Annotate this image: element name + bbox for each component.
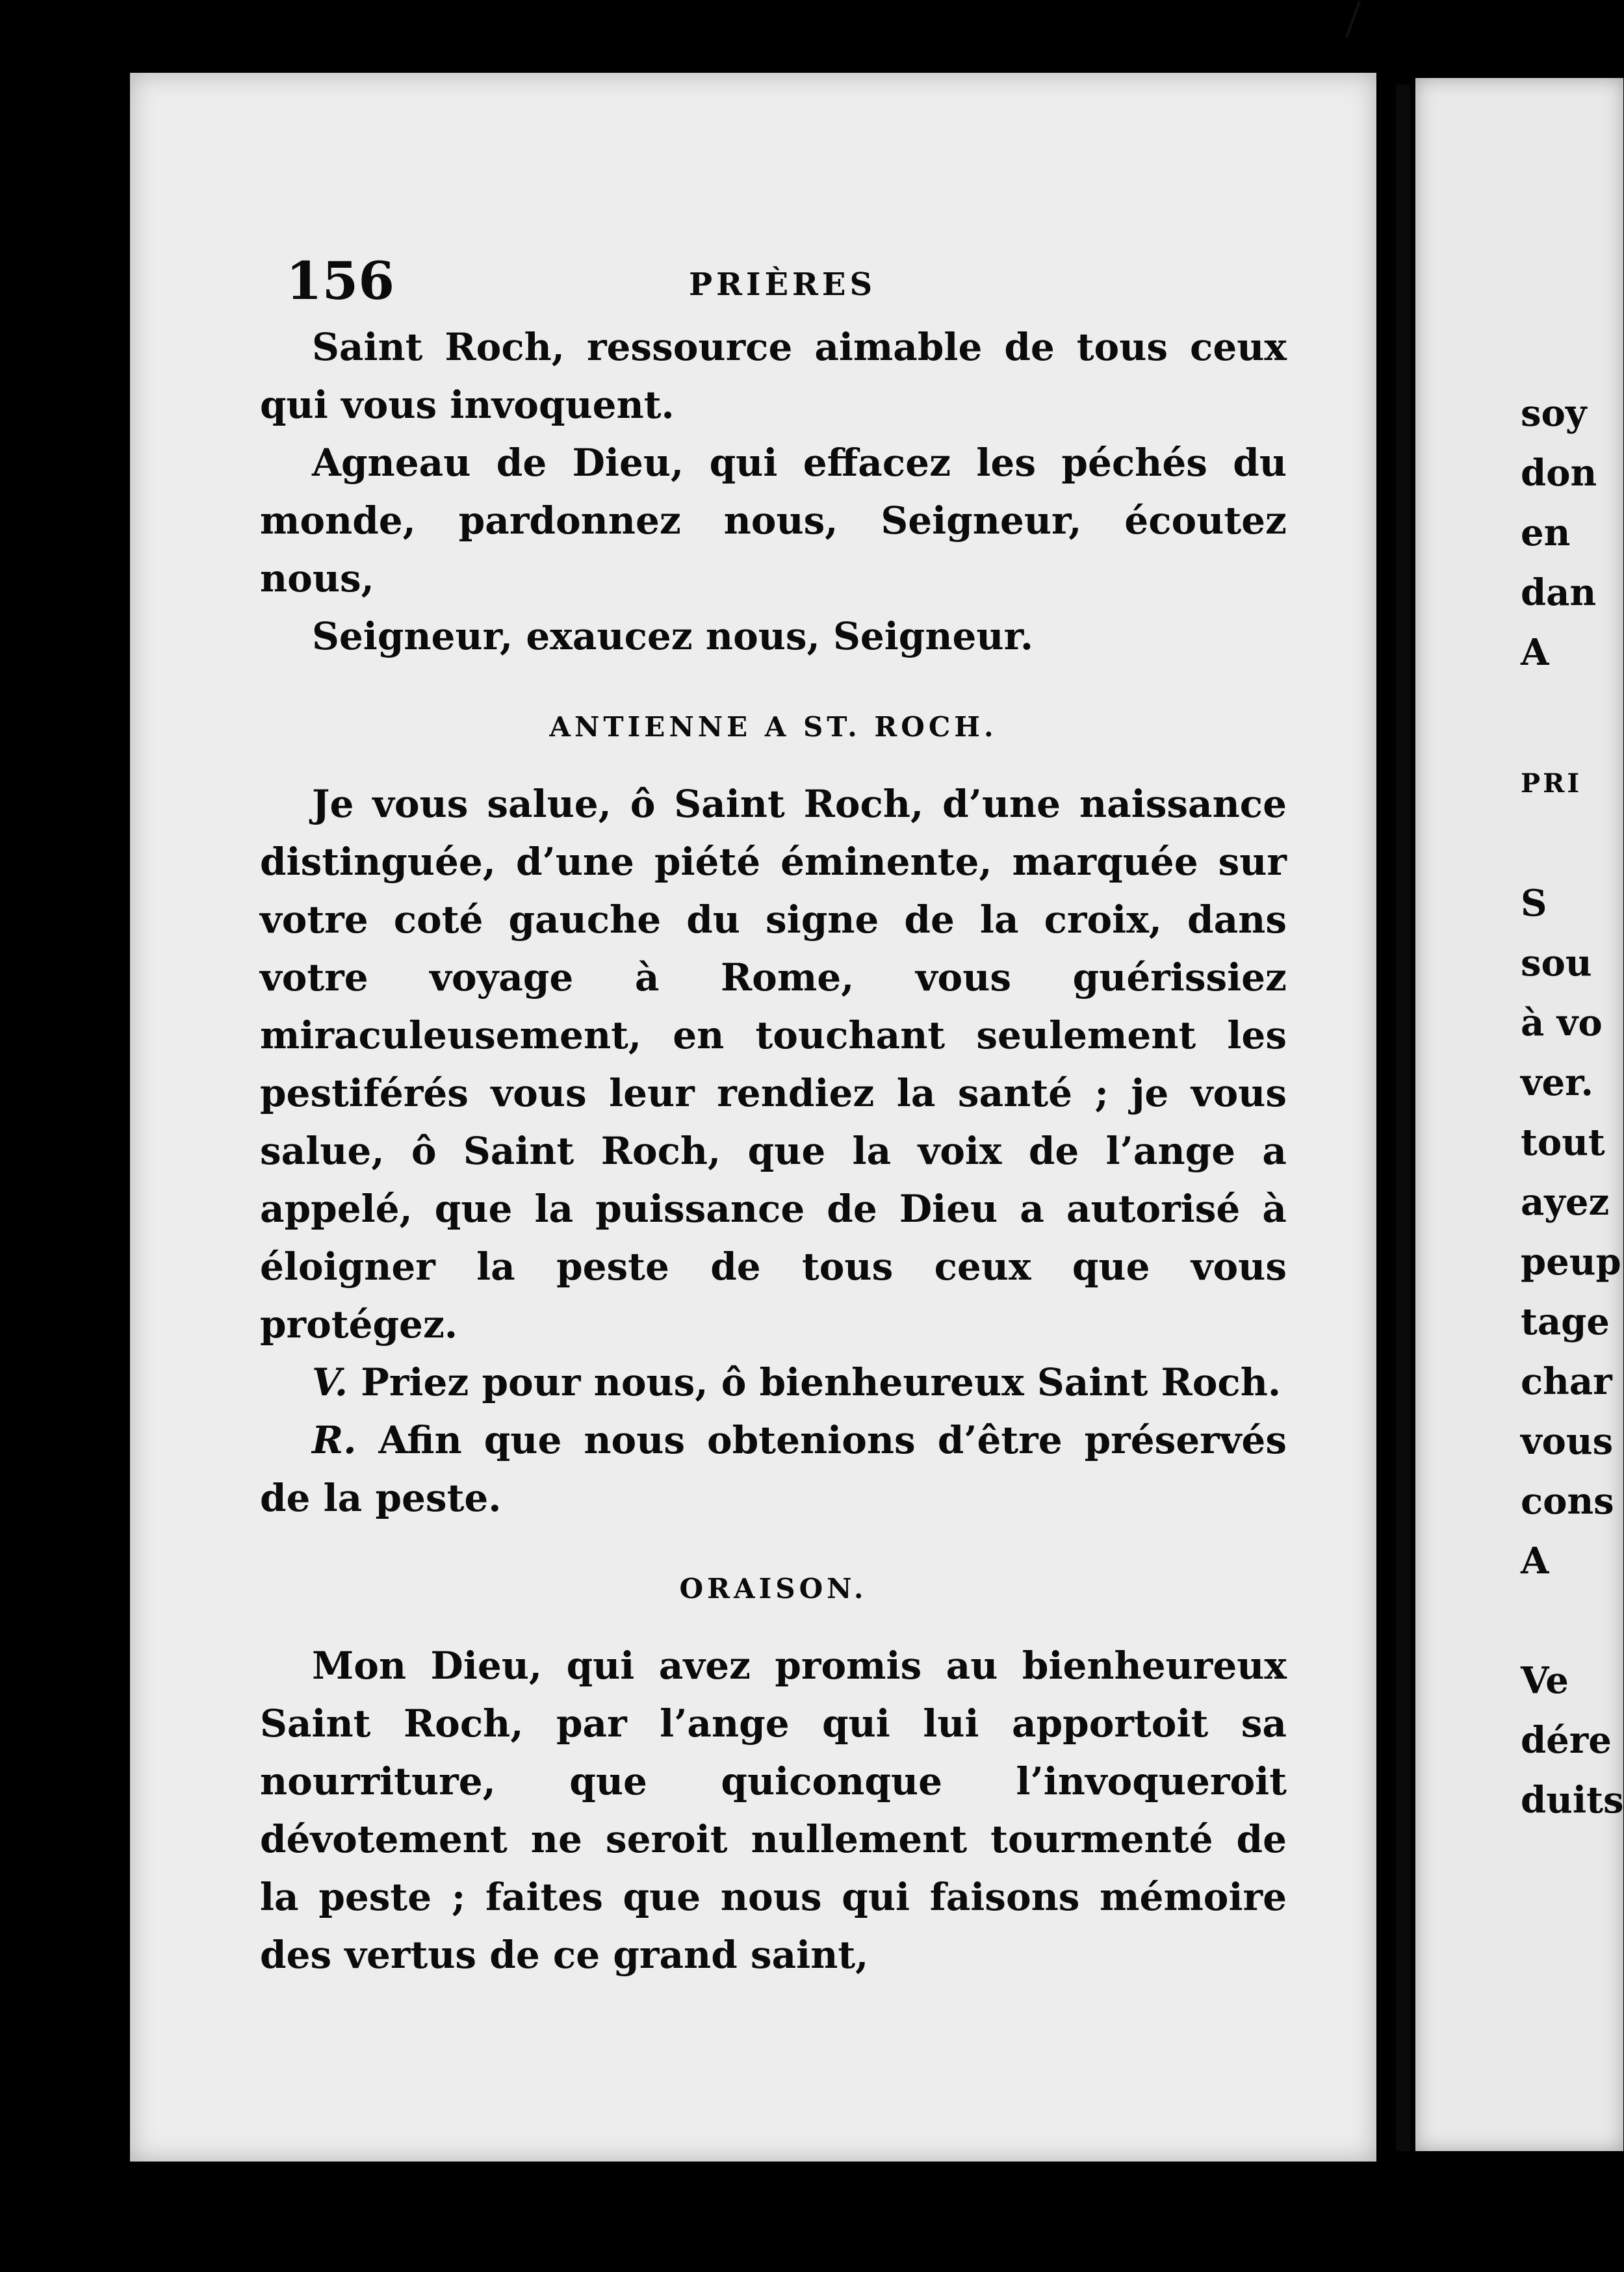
facing-line: A — [1521, 631, 1549, 674]
antienne-title: ANTIENNE A ST. ROCH. — [549, 711, 998, 743]
versicle-label: V. — [312, 1360, 348, 1404]
facing-line: sou — [1521, 942, 1592, 985]
intro-paragraph-2: Agneau de Dieu, qui effacez les péchés du monde, pardonnez nous, Seigneur, écoutez nous, — [260, 441, 1287, 600]
scan-corner-mark — [1345, 1, 1361, 38]
page-number: 156 — [286, 250, 394, 311]
versicle-v — [260, 1354, 1287, 1412]
facing-line — [1521, 1591, 1624, 1651]
facing-line: à vo — [1521, 1001, 1603, 1044]
page-header — [260, 234, 1287, 318]
facing-line: en — [1521, 511, 1571, 554]
facing-line: char — [1521, 1360, 1612, 1403]
facing-line: ayez — [1521, 1181, 1610, 1224]
facing-line: vous — [1521, 1420, 1614, 1463]
left-page-text — [260, 234, 1287, 1984]
facing-line: peup — [1521, 1241, 1621, 1284]
facing-line: A — [1521, 1540, 1549, 1582]
oraison-title: ORAISON. — [679, 1573, 868, 1605]
facing-line: Ve — [1521, 1659, 1569, 1702]
facing-page-fragments — [1521, 383, 1624, 1830]
intro-paragraph-1: Saint Roch, ressource aimable de tous ceux qui vous invoquent. — [260, 325, 1287, 427]
response-text: Afin que nous obtenions d’être préservés de la peste. — [260, 1418, 1287, 1520]
facing-line: don — [1521, 452, 1597, 495]
facing-line: duits — [1521, 1779, 1624, 1822]
facing-line: ver. — [1521, 1061, 1594, 1104]
facing-line: cons — [1521, 1480, 1614, 1523]
running-title: PRIÈRES — [689, 266, 877, 303]
response-label: R. — [312, 1418, 357, 1462]
facing-line: S — [1521, 882, 1547, 925]
versicle-r — [260, 1412, 1287, 1527]
facing-line: dére — [1521, 1719, 1612, 1762]
facing-line: tout — [1521, 1121, 1605, 1164]
facing-line: soy — [1521, 392, 1587, 435]
facing-line: dan — [1521, 571, 1597, 614]
facing-title: PRI — [1521, 768, 1582, 799]
versicle-text: Priez pour nous, ô bienheureux Saint Roch. — [361, 1360, 1282, 1404]
oraison-text: Mon Dieu, qui avez promis au bienheureux Saint Roch, par l’ange qui lui apportoit sa nourriture, que quiconque l’invoqueroit dévotement ne seroit nullement tourmenté de la peste ; faites que nous qui faisons mémoire des vertus de ce grand saint, — [260, 1644, 1287, 1977]
intro-paragraph-3: Seigneur, exaucez nous, Seigneur. — [312, 614, 1034, 658]
book-gutter — [1396, 84, 1410, 2151]
facing-line: tage — [1521, 1300, 1610, 1343]
antienne-text: Je vous salue, ô Saint Roch, d’une naissance distinguée, d’une piété éminente, marquée sur votre coté gauche du signe de la croix, dans votre voyage à Rome, vous guérissiez miraculeusement, en touchant seulement les pestiférés vous leur rendiez la santé ; je vous salue, ô Saint Roch, que la voix de l’ange a appelé, que la puissance de Dieu a autorisé à éloigner la peste de tous ceux que vous protégez. — [260, 782, 1287, 1347]
facing-line — [1521, 814, 1624, 873]
